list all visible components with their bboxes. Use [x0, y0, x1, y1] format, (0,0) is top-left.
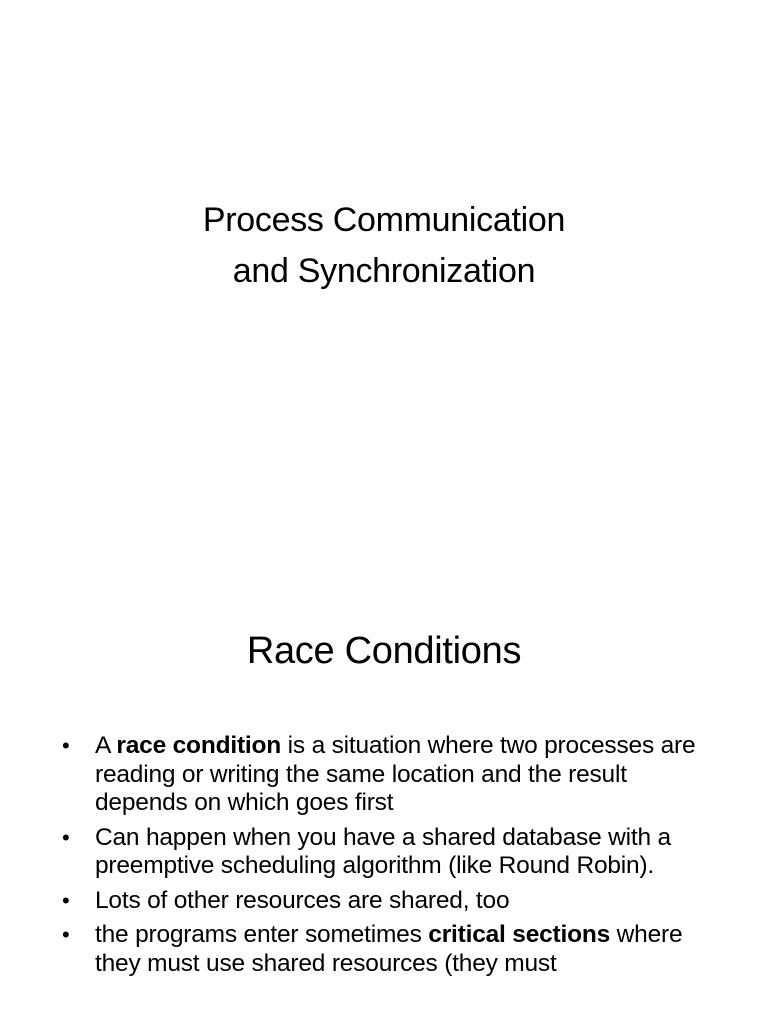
race-conditions-slide [0, 576, 768, 1024]
slide-title: Race Conditions [246, 630, 522, 672]
slide-title [0, 195, 768, 297]
bullet-list [62, 732, 722, 984]
bullet-text: the programs enter sometimes [95, 921, 429, 948]
bullet-item [62, 921, 722, 978]
bullet-term: critical sections [428, 921, 611, 948]
bullet-text: where they must use shared resources (they must [95, 921, 683, 977]
bullet-marker: • [62, 922, 70, 947]
bullet-item [62, 824, 722, 881]
bullet-marker: • [62, 733, 70, 758]
bullet-text: Can happen when you have a shared database with a preemptive scheduling algorithm (like Round Robin). [95, 823, 671, 879]
bullet-text: Lots of other resources are shared, too [95, 886, 510, 914]
bullet-marker: • [62, 887, 70, 913]
bullet-item [62, 887, 722, 916]
bullet-text: is a situation where two processes are reading or writing the same location and the result depends on which goes first [95, 732, 696, 816]
bullet-item [62, 732, 722, 818]
bullet-text: A [95, 732, 117, 759]
title-line-1: Process Communication [202, 201, 566, 239]
bullet-term: race condition [116, 732, 282, 759]
title-line-2: and Synchronization [232, 252, 536, 290]
bullet-marker: • [62, 824, 70, 850]
